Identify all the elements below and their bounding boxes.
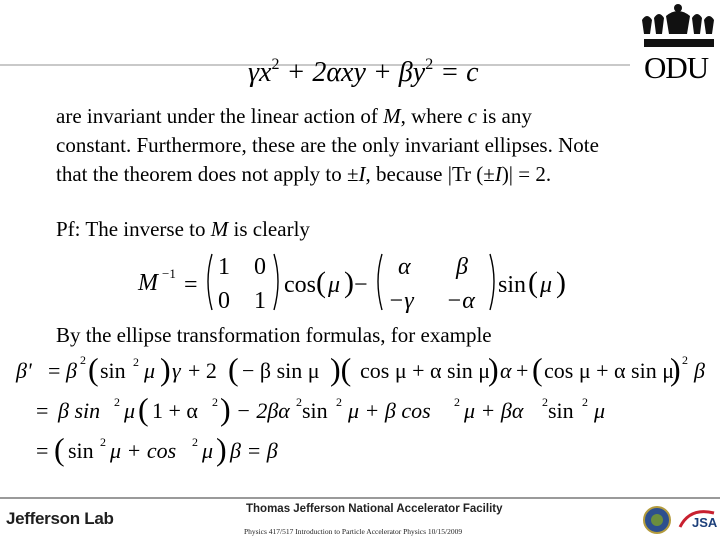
svg-text:γ: γ bbox=[172, 358, 181, 383]
svg-text:2: 2 bbox=[133, 355, 139, 369]
svg-text:): ) bbox=[488, 351, 499, 387]
svg-text:1: 1 bbox=[218, 254, 230, 280]
svg-text:2: 2 bbox=[114, 395, 120, 409]
odu-logo-text: ODU bbox=[644, 50, 709, 85]
proof-intro: Pf: The inverse to M is clearly bbox=[56, 217, 310, 241]
svg-text:μ: μ bbox=[328, 272, 341, 298]
svg-text:cos μ + α sin μ: cos μ + α sin μ bbox=[544, 358, 675, 383]
svg-text:): ) bbox=[220, 391, 231, 427]
svg-text:JSA: JSA bbox=[692, 515, 718, 530]
svg-text:μ: μ bbox=[124, 398, 136, 423]
svg-text:μ: μ bbox=[540, 272, 553, 298]
svg-text:1 + α: 1 + α bbox=[152, 398, 198, 423]
inverse-matrix-equation bbox=[130, 246, 590, 316]
svg-text:2: 2 bbox=[582, 395, 588, 409]
svg-text:M: M bbox=[138, 270, 158, 296]
theorem-paragraph bbox=[56, 102, 696, 189]
svg-text:(: ( bbox=[54, 431, 65, 467]
svg-text:−1: −1 bbox=[162, 266, 176, 281]
svg-text:)(: )( bbox=[330, 351, 352, 387]
svg-text:−: − bbox=[354, 272, 368, 298]
svg-text:μ: μ bbox=[594, 398, 606, 423]
svg-text:β': β' bbox=[16, 358, 32, 383]
svg-text:(: ( bbox=[316, 266, 326, 299]
svg-text:β sin: β sin bbox=[58, 398, 101, 423]
paragraph-line-3: that the theorem does not apply to ±I, because |Tr (±I)| = 2. bbox=[56, 162, 552, 186]
svg-text:sin: sin bbox=[498, 272, 527, 298]
svg-text:): ) bbox=[556, 266, 566, 299]
svg-text:cos: cos bbox=[284, 272, 316, 298]
svg-text:β = β: β = β bbox=[230, 438, 278, 463]
svg-text:μ + βα: μ + βα bbox=[464, 398, 524, 423]
svg-text:1: 1 bbox=[254, 288, 266, 314]
svg-text:sin: sin bbox=[302, 398, 328, 423]
svg-text:μ + β cos: μ + β cos bbox=[348, 398, 431, 423]
svg-text:μ + cos: μ + cos bbox=[110, 438, 177, 463]
svg-text:+ 2: + 2 bbox=[188, 358, 217, 383]
svg-text:2: 2 bbox=[80, 353, 86, 367]
svg-text:+: + bbox=[516, 358, 529, 383]
svg-text:): ) bbox=[160, 351, 171, 387]
svg-text:2: 2 bbox=[336, 395, 342, 409]
svg-text:− β sin μ: − β sin μ bbox=[242, 358, 320, 383]
svg-text:μ: μ bbox=[144, 358, 156, 383]
ellipse-formulas-intro: By the ellipse transformation formulas, for example bbox=[56, 323, 492, 347]
svg-text:cos μ + α sin μ: cos μ + α sin μ bbox=[360, 358, 491, 383]
svg-text:(: ( bbox=[528, 266, 538, 299]
svg-text:0: 0 bbox=[254, 254, 266, 280]
svg-text:2: 2 bbox=[100, 435, 106, 449]
svg-text:): ) bbox=[216, 431, 227, 467]
svg-text:=: = bbox=[184, 272, 198, 298]
svg-text:−γ: −γ bbox=[388, 288, 414, 314]
svg-text:β: β bbox=[456, 254, 468, 280]
jsa-logo-icon bbox=[676, 505, 718, 535]
svg-text:2: 2 bbox=[454, 395, 460, 409]
svg-text:(: ( bbox=[228, 351, 239, 387]
doe-seal-icon bbox=[642, 505, 672, 535]
svg-text:μ: μ bbox=[202, 438, 214, 463]
svg-text:β: β bbox=[694, 358, 705, 383]
svg-text:α: α bbox=[500, 358, 512, 383]
svg-text:(: ( bbox=[532, 351, 543, 387]
facility-name: Thomas Jefferson National Accelerator Facility bbox=[246, 503, 503, 515]
invariant-ellipse-equation: $\gamma x^2 + 2\alpha xy + \beta y^2 = c$ bbox=[248, 56, 479, 88]
svg-text:2: 2 bbox=[542, 395, 548, 409]
jefferson-lab-logo: Jefferson Lab bbox=[6, 509, 114, 528]
svg-text:sin: sin bbox=[548, 398, 574, 423]
svg-text:=: = bbox=[36, 438, 49, 463]
svg-text:2: 2 bbox=[682, 353, 688, 367]
svg-text:−α: −α bbox=[446, 288, 475, 314]
paragraph-line-2: constant. Furthermore, these are the only invariant ellipses. Note bbox=[56, 133, 599, 157]
svg-text:sin: sin bbox=[68, 438, 94, 463]
svg-text:): ) bbox=[670, 351, 681, 387]
svg-text:2: 2 bbox=[296, 395, 302, 409]
paragraph-line-1: are invariant under the linear action of M, where c is any bbox=[56, 104, 532, 128]
svg-text:=: = bbox=[48, 358, 61, 383]
svg-text:− 2βα: − 2βα bbox=[236, 398, 290, 423]
svg-text:β: β bbox=[66, 358, 77, 383]
svg-text:): ) bbox=[344, 266, 354, 299]
svg-text:2: 2 bbox=[192, 435, 198, 449]
svg-text:sin: sin bbox=[100, 358, 126, 383]
course-info: Physics 417/517 Introduction to Particle Accelerator Physics 10/15/2009 bbox=[244, 527, 463, 536]
svg-text:=: = bbox=[36, 398, 49, 423]
svg-text:2: 2 bbox=[212, 395, 218, 409]
svg-text:α: α bbox=[398, 254, 411, 280]
svg-text:(: ( bbox=[88, 351, 99, 387]
svg-text:0: 0 bbox=[218, 288, 230, 314]
beta-derivation-equations bbox=[14, 350, 714, 470]
svg-text:(: ( bbox=[138, 391, 149, 427]
